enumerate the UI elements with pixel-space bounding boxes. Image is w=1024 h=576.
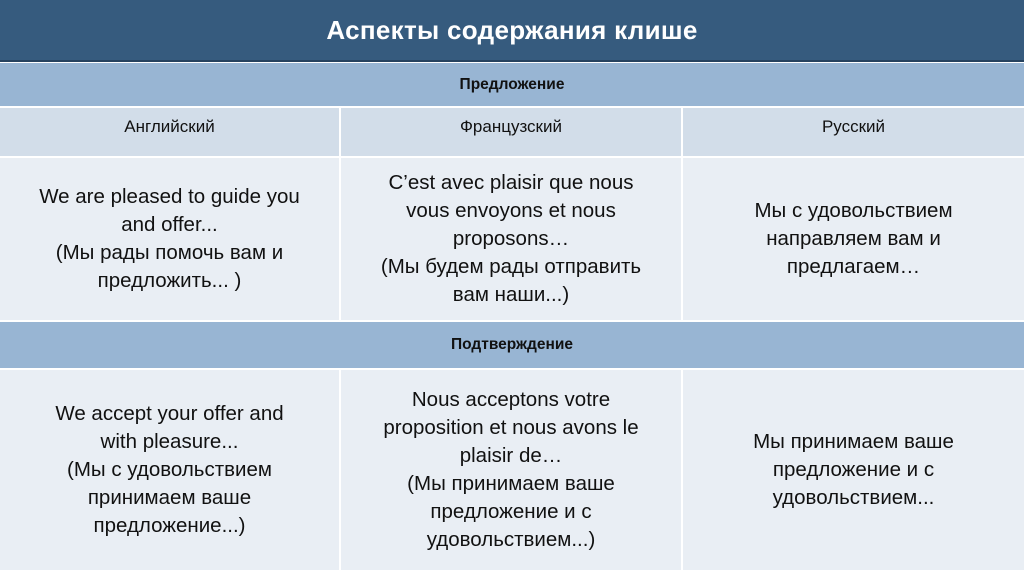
column-header-english: Английский <box>0 108 341 156</box>
cliche-table <box>0 63 1024 570</box>
column-header-russian: Русский <box>683 108 1024 156</box>
language-header-row <box>0 108 1024 156</box>
title-bar <box>0 0 1024 62</box>
cell-english: We are pleased to guide you and offer... (Мы рады помочь вам и предложить... ) <box>0 158 341 320</box>
cell-french: Nous acceptons votre proposition et nous avons le plaisir de… (Мы принимаем ваше предложение и с удовольствием...) <box>341 370 683 570</box>
slide-title: Аспекты содержания клише <box>326 14 698 45</box>
cell-english: We accept your offer and with pleasure... (Мы с удовольствием принимаем ваше предложение...) <box>0 370 341 570</box>
section-header-proposal <box>0 63 1024 108</box>
section-heading: Подтверждение <box>450 336 573 353</box>
column-header-french: Французский <box>341 108 683 156</box>
table-row <box>0 156 1024 320</box>
table-row <box>0 370 1024 570</box>
section-heading: Предложение <box>459 75 565 93</box>
section-header-confirmation <box>0 320 1024 370</box>
cell-russian: Мы с удовольствием направляем вам и предлагаем… <box>683 158 1024 320</box>
cell-french: C’est avec plaisir que nous vous envoyons et nous proposons… (Мы будем рады отправить вам наши...) <box>341 158 683 320</box>
cell-russian: Мы принимаем ваше предложение и с удовольствием... <box>683 370 1024 570</box>
